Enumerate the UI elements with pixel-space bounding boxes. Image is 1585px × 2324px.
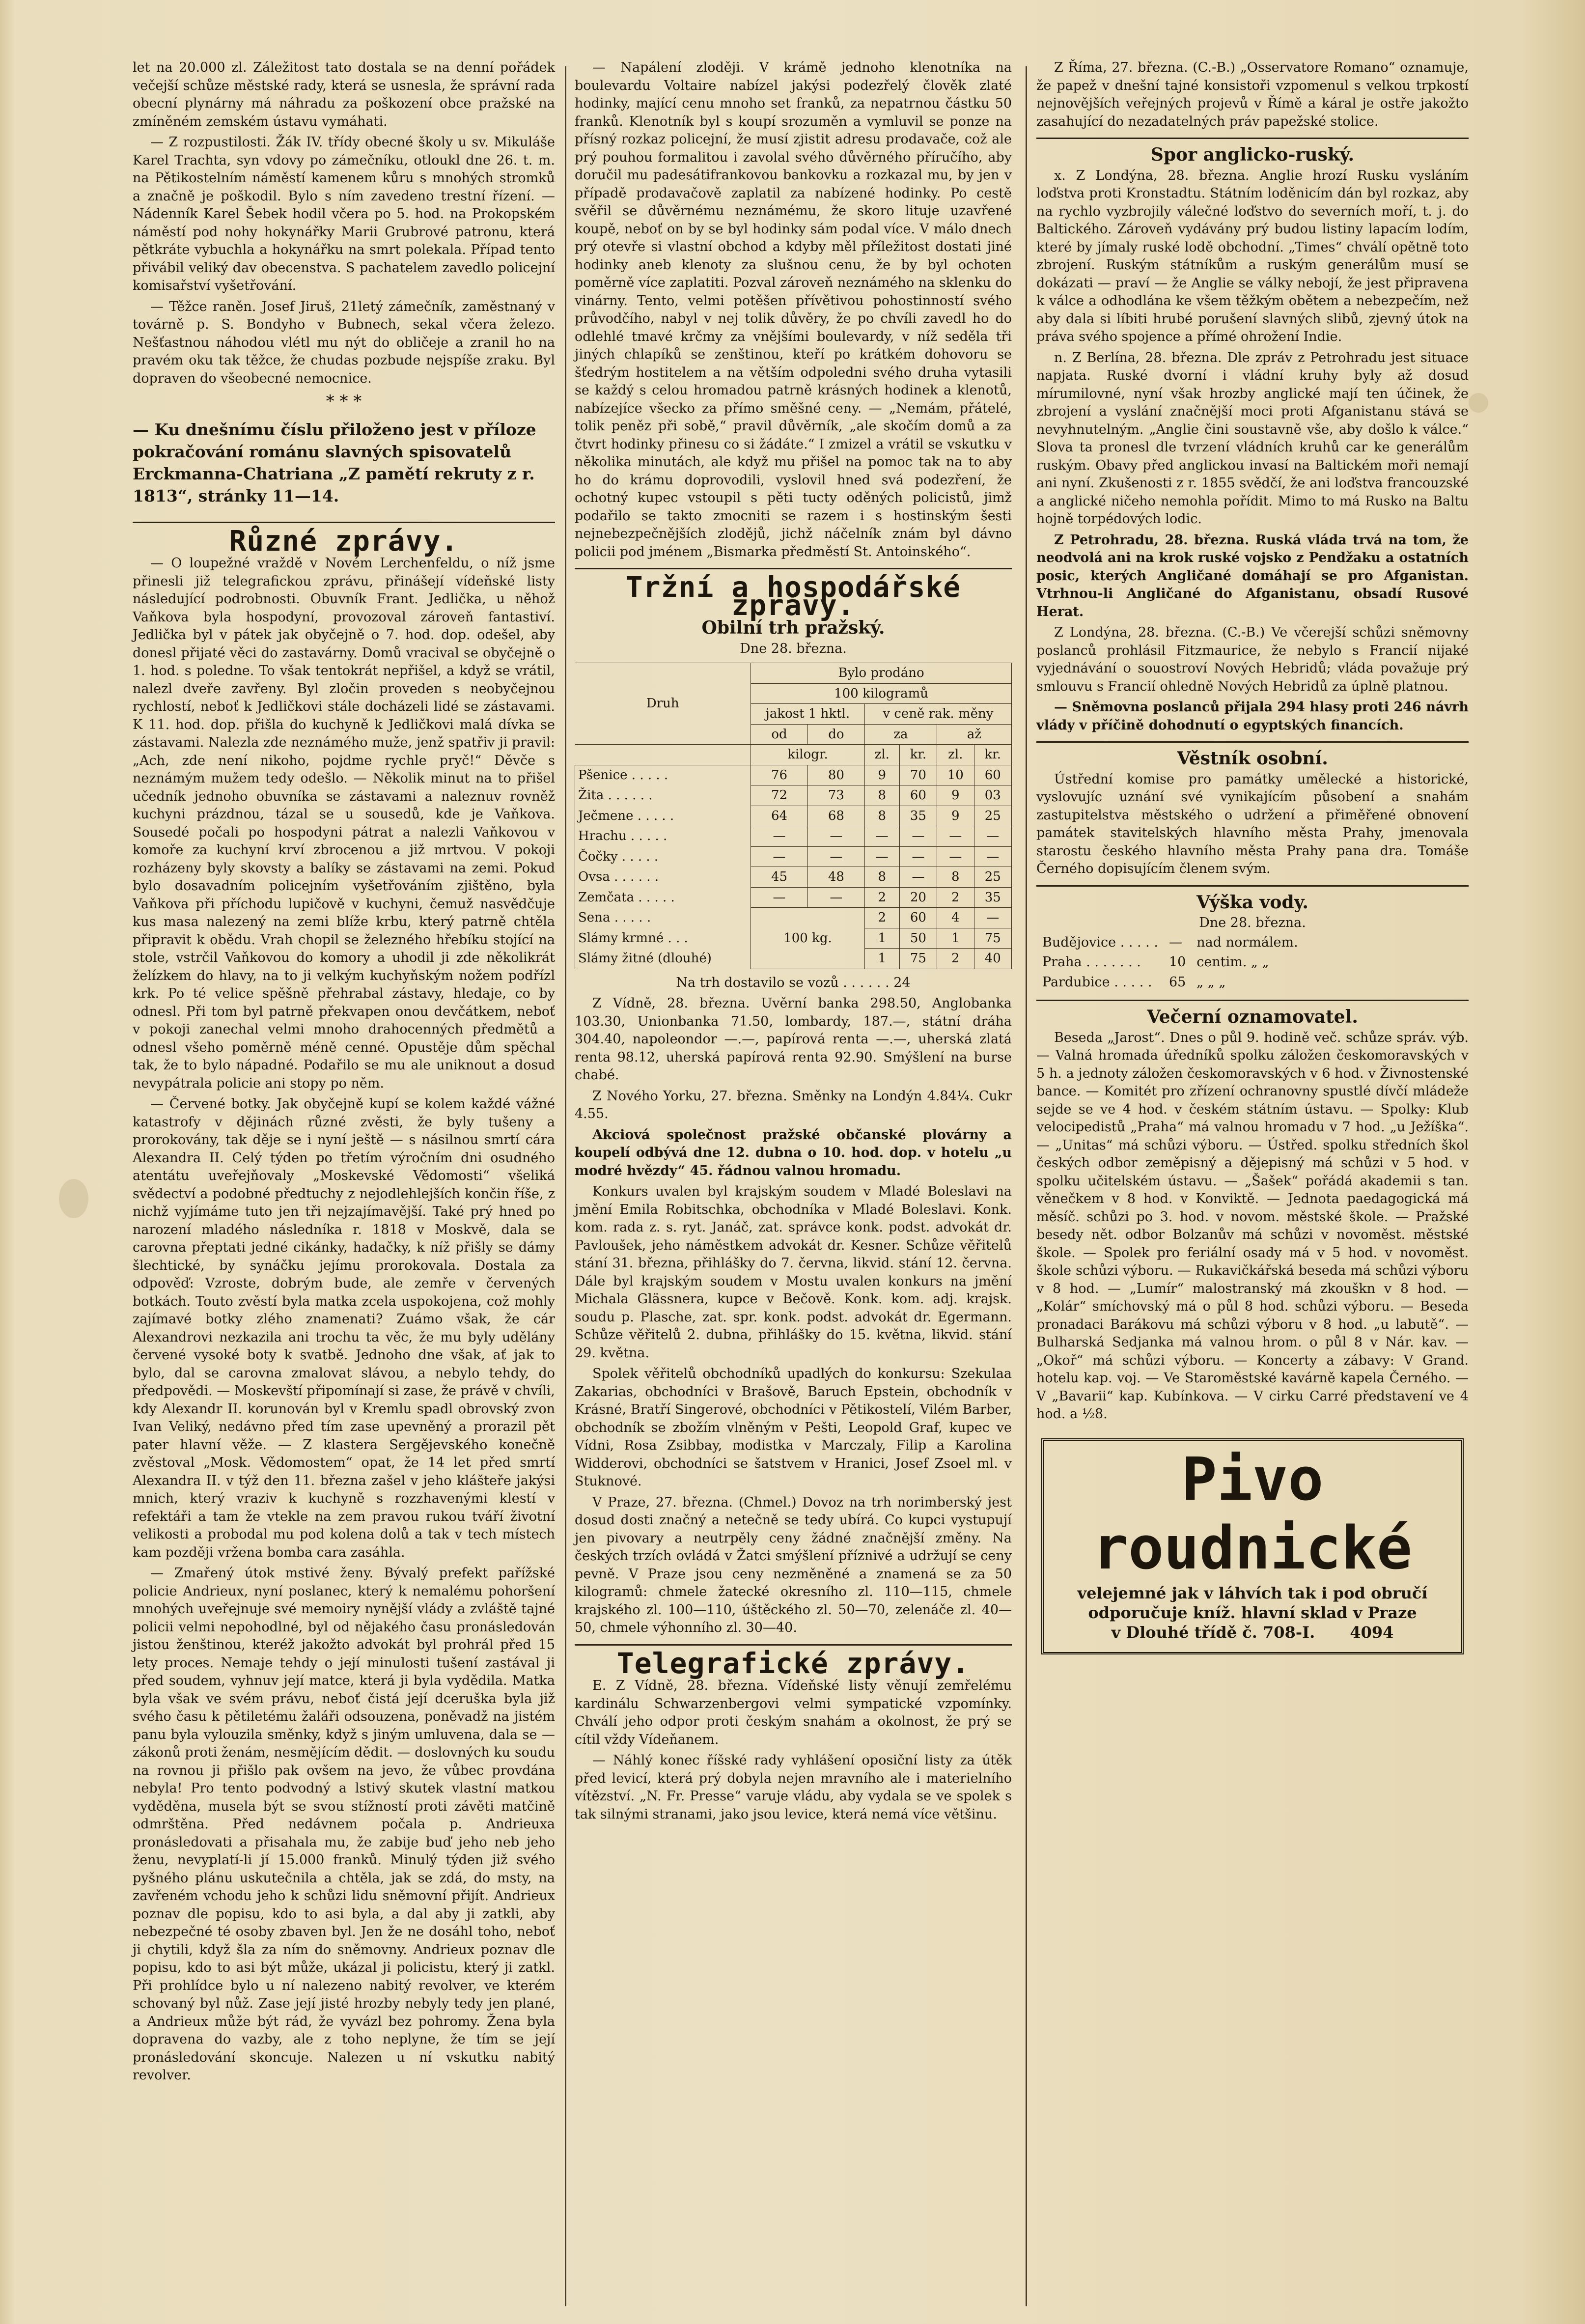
article-text: Akciová společnost pražské občanské plovárny a koupelí odbývá dne 12. dubna o 10. hod. dop. v hotelu „u modré hvězdy“ 45. řádnou valnou hromadu. <box>575 1127 1012 1178</box>
table-cell: 8 <box>864 785 899 806</box>
table-cell: — <box>974 826 1011 847</box>
table-cell: 75 <box>899 949 937 969</box>
table-row <box>1037 953 1303 972</box>
article-text: — Z rozpustilosti. Žák IV. třídy obecné školy u sv. Mikuláše Karel Trachta, syn vdovy po zámečníku, otloukl dne 26. t. m. na Pětikostelním náměstí kamenem kůru s mnohých stromků a značně je poškodil. Bylo s ním zavedeno trestní řízení. — Nádenník Karel Šebek hodil včera po 5. hod. na Prokopském náměstí pod nohy hokynářky Marii Grubrové patronu, která pětkráte vybuchla a hokynářku na smrt polekala. Případ tento přivábil veliký dav obecenstva. S pachatelem zavedlo policejní komisařství vyšetřování. <box>133 135 555 293</box>
table-cell: Budějovice . . . . . <box>1042 934 1158 950</box>
paper-stain <box>1469 393 1488 413</box>
section-heading: Večerní oznamovatel. <box>1147 1007 1358 1027</box>
table-cell: 8 <box>864 806 899 826</box>
column-rule <box>565 66 566 2306</box>
table-cell: Sena . . . . . <box>575 908 751 928</box>
table-cell: — <box>751 887 808 908</box>
table-cell: — <box>1168 934 1182 950</box>
table-cell: 1 <box>864 949 899 969</box>
table-cell: — <box>807 826 864 847</box>
section-divider <box>1036 885 1469 887</box>
table-cell: 70 <box>899 765 937 785</box>
table-cell: 8 <box>864 867 899 888</box>
article-text: — Napálení zloději. V krámě jednoho klenotníka na boulevardu Voltaire nabízel jakýsi podezřelý člověk zlaté hodinky, mající cenu mnoho set franků, za nepatrnou částku 50 franků. Klenotník byl s koupí srozuměn a vymluvil se ponze na přísný rozkaz policejní, že musí zjistit adresu prodavače, což ale prý pouhou formalitou i zavolal svého důvěrného příručího, aby doručil mu padesátifrankovou bankovku a rozkazal mu, by jen v případě prodavačově zaplatil za nabízené hodinky. Po cestě svěřil se důvěrnému neznámému, že skoro lituje uzavřené koupě, neboť on by se byl hodinky sám podal více. V málo dnech prý otevře si vlastní obchod a kdyby měl příležitost dostati jiné hodinky aneb klenoty za slušnou cenu, že by byl ochoten poměrně více zaplatiti. Pozval zároveň neznámého na sklenku do vinárny. Tento, velmi potěšen přívětivou pohostinností svého průvodčího, nabyl v nej tolik důvěry, že po chvíli zavedl ho do odlehlé tmavé krčmy za vnějšími boulevardy, v níž seděla tři jiných chlapíků se zenštinou, kteří po krátkém dohovoru se šťedrým hostitelem a na větším odpoledni svého druha vytasili se každý s celou hromadou patrně krásných hodinek a klenotů, nabízejíce všecko za přímo směšné ceny. — „Nemám, přátelé, tolik peněz při sobě,“ pravil důvěrník, „ale skočím domů a za čtvrt hodinky přinesu co si žádáte.“ I zmizel a vrátil se vskutku v několika minutách, ale když mu přišel na pomoc tak na to aby ho do krámu doprovodili, vyslovil hned svá podezření, že ochotný kupec vstoupil s pěti tucty oděných policistů, jimž podařilo se takto zmocniti se razem i s hostinským šesti nejnebezpečnějších zlodějů, jichž náčelník znám byl dávno policii pod jménem „Bismarka předměstí St. Antoinského“. <box>575 60 1012 560</box>
table-cell: — <box>974 846 1011 867</box>
table-header: jakost 1 hktl. <box>751 704 865 725</box>
table-header: zl. <box>937 745 974 765</box>
column-right <box>1036 59 1469 1654</box>
table-cell: Hrachu . . . . . <box>575 826 751 847</box>
table-header: Bylo prodáno <box>751 663 1012 684</box>
column-middle <box>575 59 1012 1826</box>
table-cell: 65 <box>1168 974 1186 990</box>
table-cell: Ječmene . . . . . <box>575 806 751 826</box>
section-heading: Různé zprávy. <box>229 524 459 558</box>
table-cell: Čočky . . . . . <box>575 846 751 867</box>
table-header: od <box>751 724 808 745</box>
table-header: Druh <box>575 663 751 745</box>
table-cell: 9 <box>864 765 899 785</box>
table-header: zl. <box>864 745 899 765</box>
article-text: — Těžce raněn. Josef Jiruš, 21letý zámečník, zaměstnaný v továrně p. S. Bondyho v Bubnech, sekal včera železo. Nešťastnou náhodou vlétl mu nýt do obličeje a zranil ho na pravém oku tak těžce, že chudas pozbude nejspíše zraku. Byl dopraven do všeobecné nemocnice. <box>133 299 555 386</box>
table-cell: 9 <box>937 806 974 826</box>
table-header: kr. <box>899 745 937 765</box>
table-cell: 2 <box>937 887 974 908</box>
table-cell: 1 <box>937 928 974 949</box>
table-header: do <box>807 724 864 745</box>
article-text: Ústřední komise pro památky umělecké a historické, vyslovujíc uznání své vynikajícím působení a snahám zastupitelstva městského o udržení a přiměřené obnovení památek stavitelských hlavního města Prahy, jmenovala starostu českého hlavního města Prahy pana dra. Tomáše Černého dopisujícím členem svým. <box>1036 771 1469 876</box>
table-cell: — <box>864 826 899 847</box>
article-text: — Červené botky. Jak obyčejně kupí se kolem každé vážné katastrofy v dějinách různé zvěsti, že byly tušeny a prorokovány, tak děje se i nyní ještě — s násilnou smrtí cára Alexandra II. Celý týden po třetím výročním dni osudného atentátu uveřejňovaly „Moskevské Vědomosti“ všeliká svědectví a podobné předtuchy z nejodlehlejších končin říše, z nichž vyjímáme tuto jen tři nejzajímavější. Také prý hned po narození mladého následníka r. 1818 v Moskvě, dala se carovna přeptati jedné cikánky, hadačky, k níž přišly se dámy šlechtické, by synáčku jejímu prorokovala. Dostala za odpověď: Vzroste, dobrým bude, ale zemře v červených botkách. Touto zvěstí byla matka zcela uspokojena, což mohly zajímavé botky zlého znamenati? Zuámo však, že cár Alexandrovi nezkazila ani trochu ta věc, že mu byly udělány červené vysoké boty k svatbě. Jednoho dne však, ať jak to bylo, dal se carovna zmalovat slávou, a nebylo tehdy, do předpovědi. — Moskevští připomínají si zase, že právě v chvíli, kdy Alexandr II. korunován byl v Kremlu spadl obrovský zvon Ivan Veliký, nedávno před tím zase upevněný a prorazil pět pater hlavní věže. — Z klastera Sergějevského konečně zvěstoval „Mosk. Vědomostem“ opat, že 14 let před smrtí Alexandra II. v týž den 11. března zašel v jeho klášteře jakýsi mnich, který vraziv k kuchyně s rozzhavenými klestí v refektáři a tam že vtekle na zem pravou rukou tváří životní velikosti a probodal mu pod kolena dolů a tak v tech místech kam později vržena bomba cara zasáhla. <box>133 1096 555 1560</box>
table-cell: 80 <box>807 765 864 785</box>
article-text: Konkurs uvalen byl krajským soudem v Mladé Boleslavi na jmění Emila Robitschka, obchodníka v Mladé Boleslavi. Konk. kom. rada z. s. ryt. Janáč, zat. správce konk. podst. advokát dr. Pavloušek, jeho náměstkem advokát dr. Kesner. Schůze věřitelů stání 31. března, přihlášky do 7. června, likvid. stání 12. června. Dále byl krajským soudem v Mostu uvalen konkurs na jmění Michala Glässnera, kupce v Bečově. Konk. kom. adj. krajsk. soudu p. Plasche, zat. spr. konk. podst. advokát dr. Egermann. Schůze věřitelů 2. dubna, přihlášky do 15. května, likvid. stání 29. května. <box>575 1184 1012 1361</box>
column-rule <box>1026 66 1027 2306</box>
table-cell: — <box>864 846 899 867</box>
ad-text <box>1053 1623 1452 1642</box>
ad-text: odporučuje kníž. hlavní sklad v Praze <box>1088 1603 1417 1622</box>
table-cell: 64 <box>751 806 808 826</box>
section-subheading: Obilní trh pražský. <box>701 617 885 638</box>
article-text: — Zmařený útok mstivé ženy. Bývalý prefekt pařížské policie Andrieux, nyní poslanec, který k nemalému pohoršení mnohých uveřejnuje své memoiry nynější vlády a zvláště tajné policii velmi nepohodlné, byl od nějakého času pronásledován jistou ženštinou, kteréž jakožto advokát byl prohrál před 15 lety proces. Nemaje tehdy o její minulosti tušení zastával ji před soudem, vyhnuv její matce, která ji byla vydědila. Matka byla však ve svém právu, neboť čistá její dceruška byla již svého času k pětiletému žaláři odsouzena, poněvadž na jistém panu byla vylouzila směnky, když s jiným umluvena, dala se — zákonů proti ženám, nesmějícím dědit. — doslovných ku soudu na rovnou ji přišlo pak ovšem na jevo, že vůbec provdána nebyla! Pro tento podvodný a lstivý skutek vlastní matkou vyděděna, musela být se svou stížností proti závěti matčině odmrštěna. Před nedávnem počala p. Andrieuxa pronásledovati a přisahala mu, že zabije buď jeho neb jeho ženu, nevyplatí-li jí 15.000 franků. Minulý týden již svého pyšného plánu uskutečnila a chtěla, jak se zdá, do msty, na zavřeném vchodu jeho k schůzi lidu sněmovní přijít. Andrieux poznav dle popisu, kdo to asi byla, a dal aby ji zatkli, aby nebezpečné té osoby zbaven byl. Jen že ne dosáhl toho, neboť ji chytili, když šla za ním do sněmovny. Andrieux poznav dle popisu, kdo to asi být může, ukázal ji policistu, který ji zatkl. Při prohlídce bylo u ní nalezeno nabitý revolver, ve kterém schovaný byl nůž. Zase její jisté hrozby nebyly tedy jen plané, a Andrieux může být rád, že vyvázl bez pohromy. Žena byla dopravena do vazby, ale z toho neplyne, že tím se její pronásledování skoncuje. Nalezen u ní vskutku nabitý revolver. <box>133 1566 555 2083</box>
table-cell: Zemčata . . . . . <box>575 887 751 908</box>
table-cell: 20 <box>899 887 937 908</box>
market-wagons: Na trh dostavilo se vozů . . . . . . 24 <box>676 975 911 990</box>
table-cell: 72 <box>751 785 808 806</box>
section-heading: Věstník osobní. <box>1177 748 1328 769</box>
table-header: kilogr. <box>751 745 865 765</box>
table-cell: 60 <box>899 908 937 928</box>
section-heading: Telegrafické zprávy. <box>616 1646 970 1680</box>
table-cell: 25 <box>974 806 1011 826</box>
table-cell: 4 <box>937 908 974 928</box>
table-cell: 48 <box>807 867 864 888</box>
table-row <box>575 826 1012 847</box>
section-divider <box>1036 741 1469 743</box>
table-cell: 2 <box>937 949 974 969</box>
table-cell: 03 <box>974 785 1011 806</box>
section-stars: * * * <box>326 392 362 411</box>
table-cell: 60 <box>899 785 937 806</box>
table-header: až <box>937 724 1012 745</box>
section-heading: Spor anglicko-ruský. <box>1150 144 1355 165</box>
table-header: za <box>864 724 937 745</box>
table-row <box>575 846 1012 867</box>
table-cell: 8 <box>937 867 974 888</box>
table-cell: — <box>899 826 937 847</box>
table-row <box>1037 973 1303 992</box>
table-header: kr. <box>974 745 1011 765</box>
table-row <box>575 887 1012 908</box>
table-cell: Praha . . . . . . . <box>1042 954 1141 970</box>
table-cell: — <box>807 887 864 908</box>
table-cell: 2 <box>864 908 899 928</box>
section-divider <box>575 568 1012 569</box>
table-cell: — <box>899 846 937 867</box>
table-cell: 2 <box>864 887 899 908</box>
table-row <box>575 867 1012 888</box>
table-row <box>575 908 1012 928</box>
table-cell: — <box>937 826 974 847</box>
table-cell: Ovsa . . . . . . <box>575 867 751 888</box>
table-cell: 68 <box>807 806 864 826</box>
table-cell: 76 <box>751 765 808 785</box>
article-text: Z Londýna, 28. března. (C.-B.) Ve včerejší schůzi sněmovny poslanců prohlásil Fitzmaurice, že nebylo s Francií nijaké vyjednávání o souostroví Nových Hebridů; vláda považuje prý smlouvu s Francií ohledně Nových Hebridů za úplně platnou. <box>1036 625 1469 694</box>
article-text: x. Z Londýna, 28. března. Anglie hrozí Rusku vysláním loďstva proti Kronstadtu. Státním loděnicím dán byl rozkaz, aby na rychlo vyzbrojily válečné loďstvo do severních moří, t. j. do Baltického. Zároveň vydávány prý budou listiny lapacím lodím, které by jímaly ruské lodě obchodní. „Times“ chválí opětně toto zbrojení. Ruským státníkům a ruským generálům musí se dokázati — praví — že Anglie se války nebojí, že jest připravena k válce a odhodlána ke všem těžkým obětem a nebezpečím, než aby dala si líbiti hrubé porušení slavných slibů, zjevný útok na práva svého spojence a přímé ohrožení Indie. <box>1036 168 1469 344</box>
article-text: — Náhlý konec říšské rady vyhlášení oposiční listy za útěk před levicí, která prý dobyla nejen mravního ale i materielního vítězství. „N. Fr. Presse“ varuje vládu, aby vydala se ve spolek s tak silnými stranami, jako jsou levice, která nemá více většinu. <box>575 1753 1012 1822</box>
table-cell: Pšenice . . . . . <box>575 765 751 785</box>
article-text: E. Z Vídně, 28. března. Vídeňské listy věnují zemřelému kardinálu Schwarzenbergovi velmi sympatické vzpomínky. Chválí jeho odpor proti českým snahám a okolnost, že prý se cítil vždy Vídeňanem. <box>575 1678 1012 1747</box>
table-cell: 10 <box>1168 954 1186 970</box>
table-cell: — <box>751 826 808 847</box>
section-divider <box>1036 138 1469 139</box>
ad-text: velejemné jak v láhvích tak i pod obručí <box>1077 1583 1428 1602</box>
table-cell: 10 <box>937 765 974 785</box>
table-cell: Slámy krmné . . . <box>575 928 751 949</box>
section-divider <box>575 1644 1012 1646</box>
table-cell: 50 <box>899 928 937 949</box>
table-cell: 35 <box>974 887 1011 908</box>
article-text: Z Vídně, 28. března. Uvěrní banka 298.50, Anglobanka 103.30, Unionbanka 71.50, lombardy, 187.—, státní dráha 304.40, napoleondor —.—, papírová renta —.—, uherská zlatá renta 98.12, uherská papírová renta 92.90. Smýšlení na burse chabé. <box>575 996 1012 1083</box>
table-cell: 35 <box>899 806 937 826</box>
ad-address: v Dlouhé třídě č. 708-I. <box>1111 1623 1315 1642</box>
article-text: Beseda „Jarost“. Dnes o půl 9. hodině več. schůze správ. výb. — Valná hromada úředníků spolku záložen českomoravských v 5 h. a jednoty záložen českomoravských v 6 hod. v Živnostenské bance. — Komitét pro zřízení ochranovny spustlé dívčí mládeže sejde se ve 4 hod. v českém státním ústavu. — Spolky: Klub velocipedistů „Praha“ má valnou hromadu v 7 hod. „u Ježíška“. — „Unitas“ má schůzi výboru. — Ústřed. spolku středních škol českých odbor zeměpisný a dějepisný má schůzi v 5 hod. v spolku učitelském ústavu. — „Šašek“ pořádá akademii s tan. věnečkem v 8 hod. v Konviktě. — Jednota paedagogická má měsíč. schůzi po 3. hod. v novom. městské škole. — Pražské besedy nět. odbor Bolzanův má schůzi v novoměst. městské škole. — Spolek pro feriální osady má v 5 hod. v novoměst. škole schůzi výboru. — Rukavičkářská beseda má schůzi výboru v 8 hod. — „Lumír“ malostranský má zkouškn v 8 hod. — „Kolár“ smíchovský má o půl 8 hod. schůzi výboru. — Beseda pronadaci Barákovu má schůzi výboru v 8 hod. „u labutě“. — Bulharská Sedjanka má valnou hrom. o půl 8 v Nár. kav. — „Okoř“ má schůzi výboru. — Koncerty a zábavy: V Grand. hotelu kap. voj. — Ve Staroměstské kavárně kapela Černého. — V „Bavarii“ kap. Kubínkova. — V cirku Carré představení ve 4 hod. a ½8. <box>1036 1030 1469 1422</box>
table-cell: — <box>751 846 808 867</box>
article-text: Z Petrohradu, 28. března. Ruská vláda trvá na tom, že neodvolá ani na krok ruské vojsko z Pendžaku a ostatních posic, kterých Angličané domáhají se pro Afganistan. Vtrhnou-li Angličané do Afganistanu, obsadí Rusové Herat. <box>1036 532 1469 619</box>
table-cell: — <box>974 908 1011 928</box>
column-left <box>133 59 555 2088</box>
market-date: Dne 28. března. <box>740 641 847 656</box>
table-cell: nad normálem. <box>1196 934 1298 950</box>
article-text: n. Z Berlína, 28. března. Dle zpráv z Petrohradu jest situace napjata. Ruské dvorní i vládní kruhy byly až dosud mírumilovné, nyní však hrozby anglické mají ten účinek, že zbrojení a vyslání značnější moci proti Afganistanu stává se nevyhnutelným. „Anglie čini soustavně vše, aby došlo k válce.“ Slova ta pronesl dle tvrzení vládních kruhů car ke generálům ruským. Obavy před anglickou invasí na Baltickém moři nemají ani nyní. Zkušenosti z r. 1855 svědčí, že ani loďstva francouzské a anglické ničeho nemohla pořídit. Mimo to má Rusko na Baltu hojně torpédových lodic. <box>1036 350 1469 527</box>
article-text: Z Nového Yorku, 27. března. Směnky na Londýn 4.84¼. Cukr 4.55. <box>575 1088 1012 1121</box>
table-cell: centim. „ „ <box>1196 954 1269 970</box>
table-cell: 75 <box>974 928 1011 949</box>
table-cell: 45 <box>751 867 808 888</box>
water-date: Dne 28. března. <box>1199 915 1306 930</box>
table-row <box>1037 933 1303 952</box>
section-divider <box>133 522 555 523</box>
table-cell: 100 kg. <box>751 908 865 969</box>
table-header: v ceně rak. měny <box>864 704 1011 725</box>
table-cell: 40 <box>974 949 1011 969</box>
article-text: Z Říma, 27. března. (C.-B.) „Osservatore Romano“ oznamuje, že papež v dnešní tajné konsistoři vzpomenul s velkou trpkostí nejnovějších veřejných projevů v Římě a káral je ostře jakožto zasahující do nezadatelných práv papežské stolice. <box>1036 60 1469 129</box>
table-row <box>575 806 1012 826</box>
market-table <box>575 663 1012 969</box>
table-cell: „ „ „ <box>1196 974 1226 990</box>
table-cell: — <box>807 846 864 867</box>
table-cell: — <box>899 867 937 888</box>
paper-stain <box>59 1179 88 1218</box>
table-cell: 25 <box>974 867 1011 888</box>
article-text: — Sněmovna poslanců přijala 294 hlasy proti 246 návrh vlády v příčině dohodnutí o egyptských financích. <box>1036 700 1469 733</box>
table-cell: 60 <box>974 765 1011 785</box>
article-text: V Praze, 27. března. (Chmel.) Dovoz na trh norimberský jest dosud dosti značný a netečně se tedy ubírá. Co kupci vystupují jen pivovary a neutrpěly ceny žádné značnější změny. Na českých trzích ovládá v Žatci smýšlení příznivé a udržují se ceny pevně. V Praze jsou ceny nezměněné a znamená se za 50 kilogramů: chmele žatecké okresního zl. 110—115, chmele krajského zl. 100—110, úštěckého zl. 50—70, zelenáče zl. 40—50, chmele výhonního zl. 30—40. <box>575 1494 1012 1635</box>
section-heading: Výška vody. <box>1196 892 1308 913</box>
ad-number: 4094 <box>1350 1623 1394 1642</box>
table-cell: Žita . . . . . . <box>575 785 751 806</box>
table-cell: Pardubice . . . . . <box>1042 974 1152 990</box>
section-divider <box>1036 1000 1469 1001</box>
table-row <box>575 765 1012 785</box>
article-text: — O loupežné vraždě v Novém Lerchenfeldu, o níž jsme přinesli již telegrafickou zprávu, přinášejí vídeňské listy následující podrobnosti. Obuvník Frant. Jedlička, u něhož Vaňkova byla hospodyní, provozoval zároveň fantastiví. Jedlička byl v pátek jak obyčejně o 7. hod. dop. odešel, aby donesl přijaté věci do zastavárny. Domů vracival se obyčejně o 1. hod. s poledne. To však tentokrát nepřišel, a když se vrátil, nalezl dveře zavřeny. Byl zločin proveden s neobyčejnou rychlostí, neboť k Jedličkovi stále docházeli lidé se zástavami. K 11. hod. dop. přišla do kuchyně k Jedličkovi malá dívka se zástavami. Nalezla zde neznámého muže, jenž spatřiv ji pravil: „Ach, zde není nikoho, pojdme rychle pryč!“ Děvče s neznámým mužem tedy odešlo. — Několik minut na to přišel učedník jednoho obuvníka se zástavami a naleznuv rovněž kuchyni prázdnou, tázal se u sousedů, kde je Vaňkova. Sousedé počali po hospodyni pátrat a nalezli Vaňkovou v komoře za kuchyní krví zbrocenou a již mrtvou. V pokoji rozházeny byly skovsty a balíky se zástavami na zemi. Pokud bylo dosavadním policejním vyšetřováním zjištěno, byla Vaňkova při příchodu lupičově v kuchyni, čemuž nasvědčuje kus masa nalezený na zemi blíže krbu, který patrně chtěla připravit k obědu. Vrah chopil se železného hřebíku stojící na stole, vstrčil Vaňkovou do komory a uhodil ji zde několikrát želízkem do hlavy, na to ji velkým kuchyňským nožem podřízl krk. Po té velice spěšně přehrabal zástavy, hledaje, co by odnesl. Při tom byl patrně překvapen onou devčátkem, neboť v pokoji zanechal velmi mnoho drahocenných předmětů a odnesl všeho poměrně méně cenné. Opustěje dům spěchal tak, že to bylo nápadné. Podařilo se mu ale uniknout a dosud nevypátrala policie ani stopy po něm. <box>133 556 555 1091</box>
article-text: let na 20.000 zl. Záležitost tato dostala se na denní pořádek večejší schůze městské rady, která se usnesla, že správní rada obecní plynárny má náhradu za poškození obce pražské na zmíněném zemském ústavu vymáhati. <box>133 60 555 129</box>
advertisement <box>1041 1438 1464 1654</box>
table-cell: — <box>937 846 974 867</box>
table-cell: Slámy žitné (dlouhé) <box>575 949 751 969</box>
table-cell: 73 <box>807 785 864 806</box>
article-text: Spolek věřitelů obchodníků upadlých do konkursu: Szekulaa Zakarias, obchodníci v Brašově, Baruch Epstein, obchodník v Krásné, Bratří Singerové, obchodníci v Pětikostelí, Vilém Barber, obchodník se zbožím vlněným v Pešti, Leopold Graf, kupec ve Vídni, Rosa Zsibbay, modistka v Marczaly, Filip a Karolina Widderovi, obchodníci se šatstvem v Hranici, Josef Zsoel ml. v Stuknové. <box>575 1366 1012 1489</box>
table-cell: 1 <box>864 928 899 949</box>
water-level-table <box>1036 932 1304 993</box>
supplement-notice: — Ku dnešnímu číslu přiloženo jest v příloze pokračování románu slavných spisovatelů Erckmanna-Chatriana „Z pamětí rekruty z r. 1813“, stránky 11—14. <box>133 420 536 505</box>
ad-title: Pivo roudnické <box>1092 1445 1413 1583</box>
table-header: 100 kilogramů <box>751 683 1012 704</box>
table-cell: 9 <box>937 785 974 806</box>
section-heading: Tržní a hospodářské zprávy. <box>625 570 961 622</box>
table-row <box>575 785 1012 806</box>
